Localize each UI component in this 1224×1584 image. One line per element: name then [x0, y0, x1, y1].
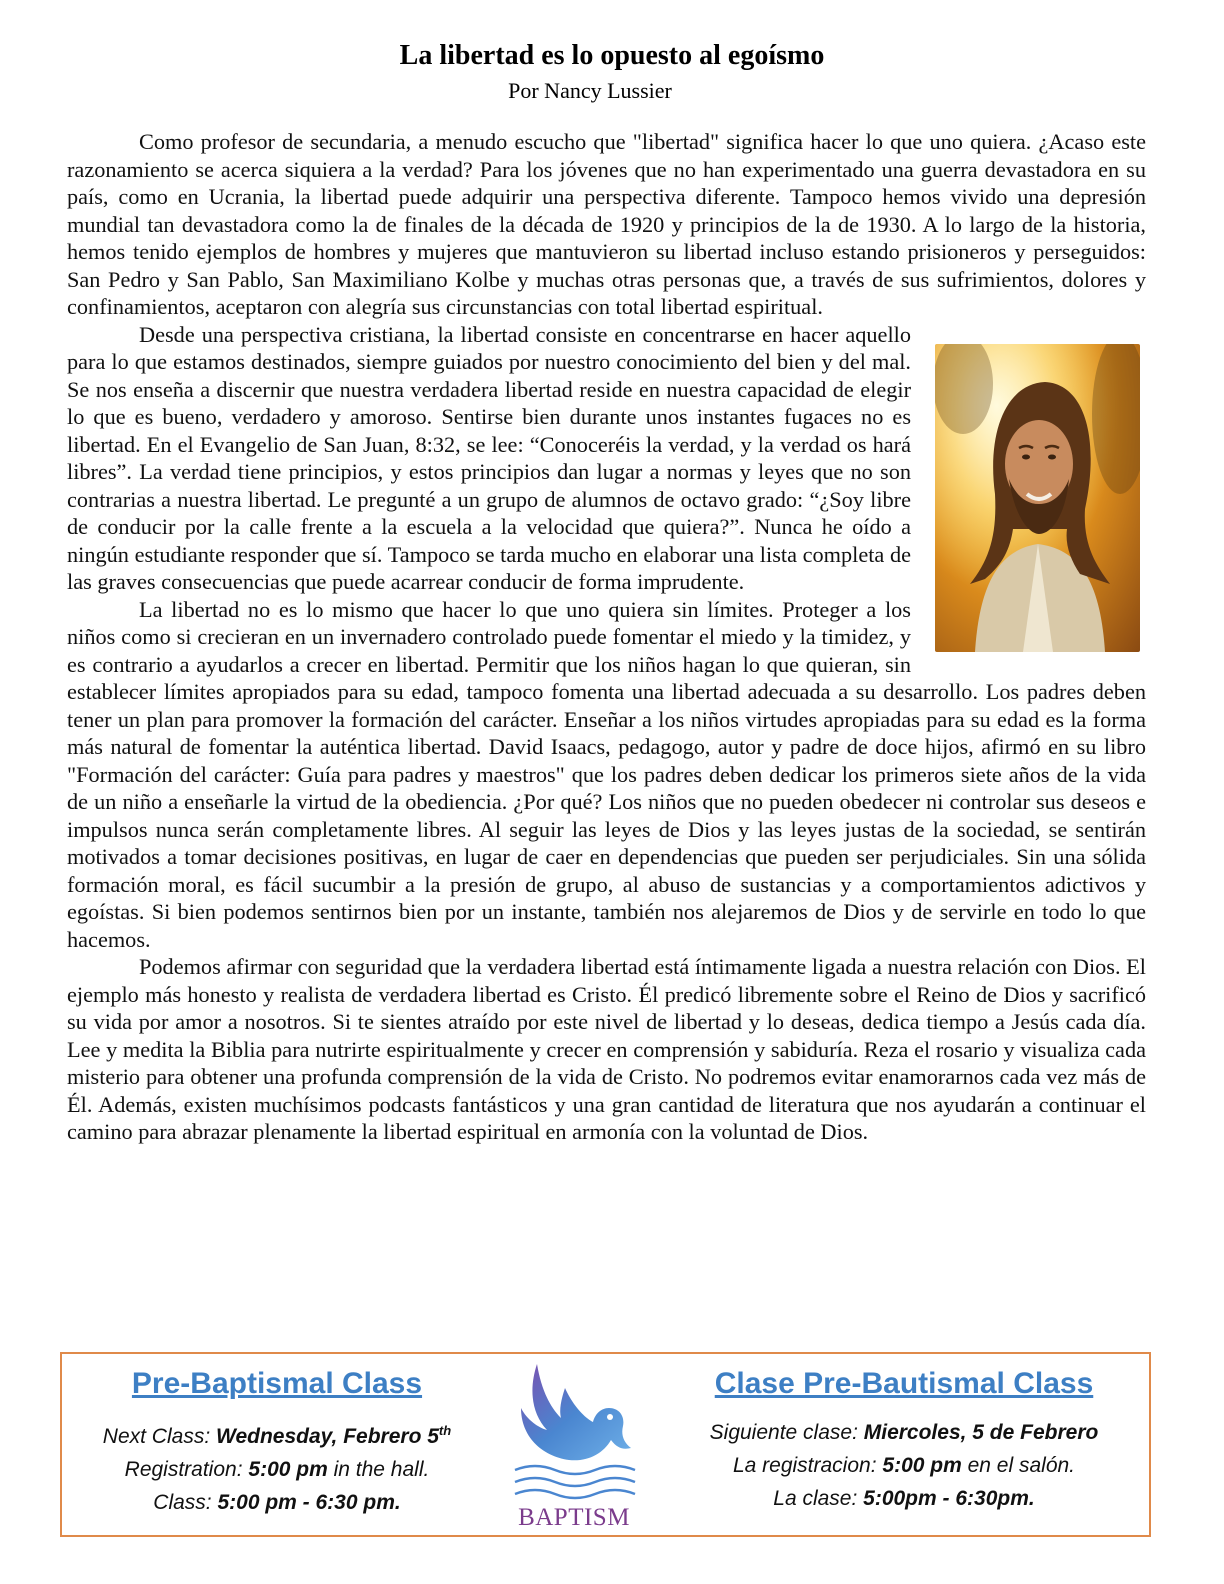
next-class-label: Next Class:: [102, 1425, 216, 1448]
class-time-label: Class:: [153, 1491, 218, 1514]
spanish-class-info: [662, 1354, 1146, 1535]
article-paragraph-2: Desde una perspectiva cristiana, la libertad consiste en concentrarse en hacer aquello para lo que estamos destinados, siempre guiados por nuestro conocimiento del bien y del mal. Se nos enseña a discernir que nuestra verdadera libertad reside en nuestra capacidad de elegir lo que es bueno, verdadero y amoroso. Sentirse bien durante unos instantes fugaces no es libertad. En el Evangelio de San Juan, 8:32, se lee: “Conoceréis la verdad, y la verdad os hará libres”. La verdad tiene principios, y estos principios dan lugar a normas y leyes que no son contrarias a nuestra libertad. Le pregunté a un grupo de alumnos de octavo grado: “¿Soy libre de conducir por la calle frente a la escuela a la velocidad que quiera?”. Nunca he oído a ningún estudiante responder que sí. Tampoco se tarda mucho en elaborar una lista completa de las graves consecuencias que puede acarrear conducir de forma imprudente.: [67, 321, 911, 594]
baptism-class-banner: [60, 1352, 1151, 1537]
class-time-line: [62, 1486, 492, 1519]
clase-time-label: La clase:: [773, 1487, 864, 1510]
article-title: La libertad es lo opuesto al egoísmo: [399, 40, 825, 71]
registration-line: [62, 1453, 492, 1486]
registration-location: in the hall.: [327, 1458, 430, 1481]
next-class-line: [62, 1414, 492, 1453]
article-paragraph-1: Como profesor de secundaria, a menudo escucho que "libertad" significa hacer lo que uno quiera. ¿Acaso este razonamiento se acerca siquiera a la verdad? Para los jóvenes que no han experimentado una guerra devastadora en su país, como en Ucrania, la libertad puede adquirir una perspectiva diferente. Tampoco hemos vivido una depresión mundial tan devastadora como la de finales de la década de 1920 y principios de la de 1930. A lo largo de la historia, hemos tenido ejemplos de hombres y mujeres que mantuvieron su libertad incluso estando prisioneros y perseguidos: San Pedro y San Pablo, San Maximiliano Kolbe y muchas otras personas que, a través de sus sufrimientos, dolores y confinamientos, aceptaron con alegría sus circunstancias con total libertad espiritual.: [67, 129, 1146, 319]
siguiente-clase-label: Siguiente clase:: [709, 1421, 864, 1444]
siguiente-clase-line: [662, 1416, 1146, 1449]
next-class-suffix: th: [438, 1423, 452, 1438]
clase-time-value: 5:00pm - 6:30pm.: [863, 1487, 1035, 1510]
registration-label: Registration:: [124, 1458, 249, 1481]
next-class-value: Wednesday, Febrero 5: [216, 1425, 439, 1448]
class-time-value: 5:00 pm - 6:30 pm.: [217, 1491, 401, 1514]
siguiente-clase-value: Miercoles, 5 de Febrero: [863, 1421, 1099, 1444]
article-paragraph-4: Podemos afirmar con seguridad que la verdadera libertad está íntimamente ligada a nuestra relación con Dios. El ejemplo más honesto y realista de verdadera libertad es Cristo. Él predicó libremente sobre el Reino de Dios y sacrificó su vida por amor a nosotros. Si te sientes atraído por este nivel de libertad y lo deseas, dedica tiempo a Jesús cada día. Lee y medita la Biblia para nutrirte espiritualmente y crecer en comprensión y sabiduría. Reza el rosario y visualiza cada misterio para obtener una profunda comprensión de la vida de Cristo. No podremos evitar enamorarnos cada vez más de Él. Además, existen muchísimos podcasts fantásticos y una gran cantidad de literatura que nos ayudarán a continuar el camino para abrazar plenamente la libertad espiritual en armonía con la voluntad de Dios.: [67, 954, 1146, 1144]
clase-time-line: [662, 1482, 1146, 1515]
registracion-location: en el salón.: [961, 1454, 1076, 1477]
article-byline: Por Nancy Lussier: [508, 78, 672, 103]
registracion-line: [662, 1449, 1146, 1482]
article-paragraph-3: La libertad no es lo mismo que hacer lo que uno quiera sin límites. Proteger a los niños como si crecieran en un invernadero controlado puede fomentar el miedo y la timidez, y es contrario a ayudarlos a crecer en libertad. Permitir que los niños hagan lo que quieran, sin establecer límites apropiados para su edad, tampoco fomenta una libertad adecuada a su desarrollo. Los padres deben tener un plan para promover la formación del carácter. Enseñar a los niños virtudes apropiadas para su edad es la forma más natural de fomentar la auténtica libertad. David Isaacs, pedagogo, autor y padre de doce hijos, afirmó en su libro "Formación del carácter: Guía para padres y maestros" que los padres deben dedicar los primeros siete años de la vida de un niño a enseñarle la virtud de la obediencia. ¿Por qué? Los niños que no pueden obedecer ni controlar sus deseos e impulsos nunca serán completamente libres. Al seguir las leyes de Dios y las leyes justas de la sociedad, se sentirán motivados a tomar decisiones positivas, en lugar de caer en dependencias que pueden ser perjudiciales. Sin una sólida formación moral, es fácil sucumbir a la presión de grupo, al abuso de sustancias y a comportamientos adictivos y egoístas. Si bien podemos sentirnos bien por un instante, también nos alejaremos de Dios y de servirle en todo lo que hacemos.: [67, 596, 1146, 952]
clase-pre-bautismal-title: Clase Pre-Bautismal Class: [714, 1367, 1094, 1400]
english-class-info: [62, 1354, 492, 1535]
jesus-portrait-image: [935, 344, 1140, 652]
baptism-logo-text: BAPTISM: [518, 1504, 630, 1531]
registration-time: 5:00 pm: [248, 1458, 328, 1481]
registracion-label: La registracion:: [732, 1454, 883, 1477]
article-body: [67, 128, 1146, 1146]
pre-baptismal-class-title: Pre-Baptismal Class: [131, 1367, 423, 1400]
registracion-time: 5:00 pm: [882, 1454, 962, 1477]
baptism-logo: [499, 1358, 649, 1534]
